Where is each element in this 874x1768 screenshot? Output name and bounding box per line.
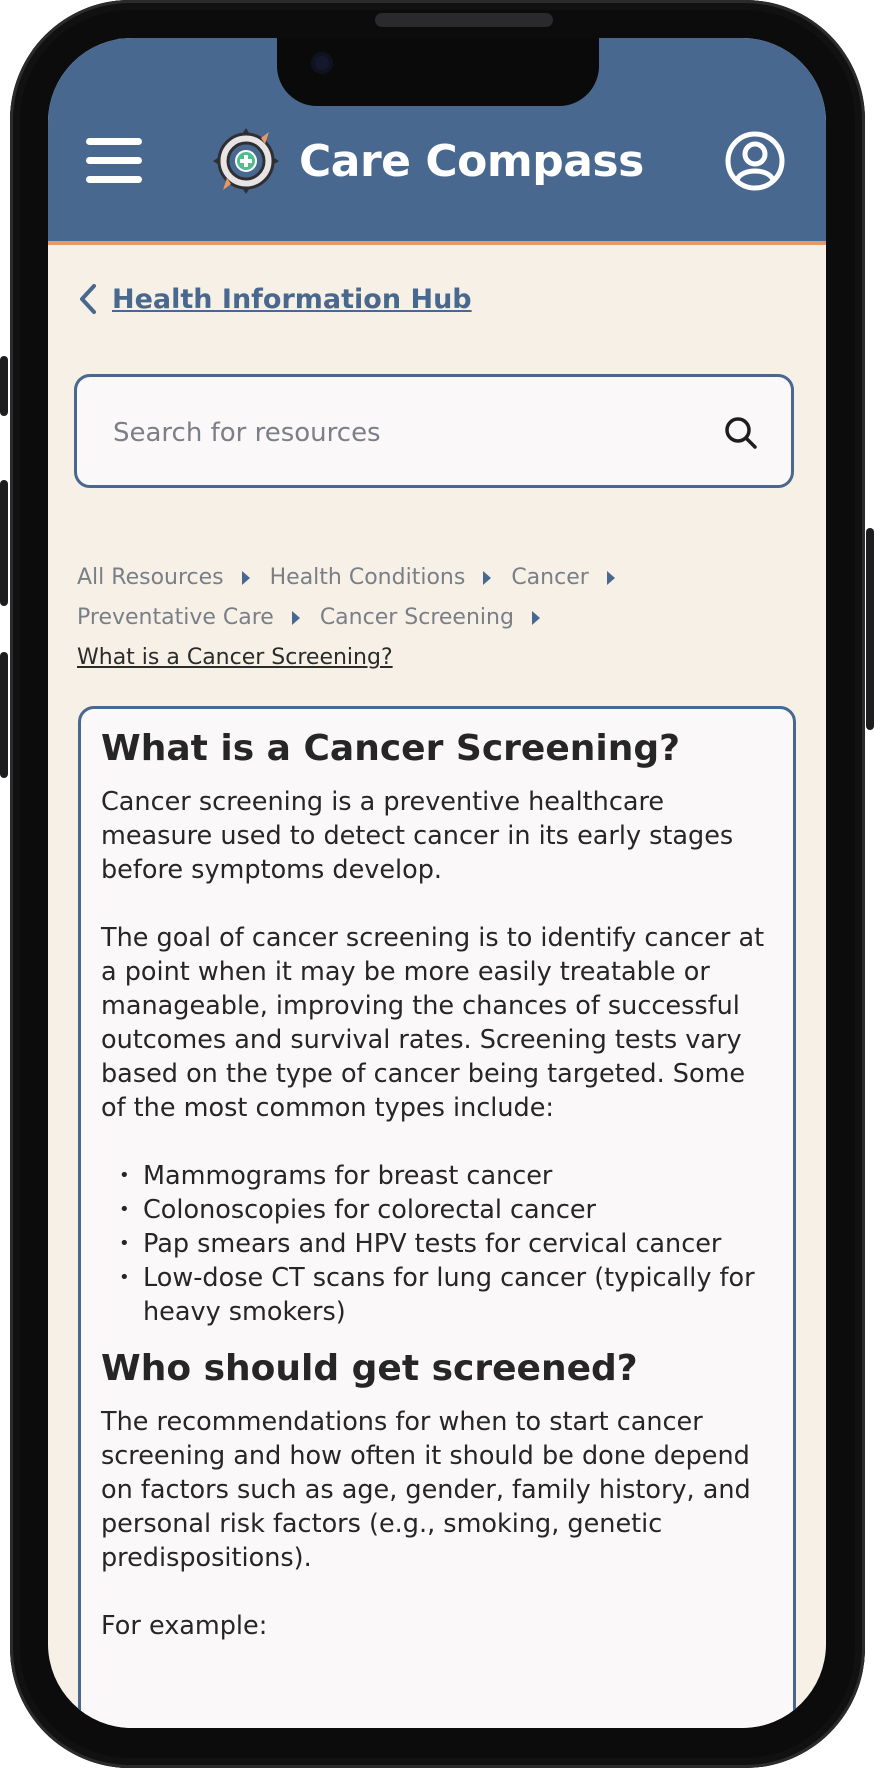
breadcrumb-separator-icon [483,571,491,585]
breadcrumb-separator-icon [607,571,615,585]
phone-side-button [0,356,8,416]
phone-notch [277,38,599,106]
list-item: • Mammograms for breast cancer [123,1159,773,1193]
article-intro: Cancer screening is a preventive healthcare measure used to detect cancer in its early stages before symptoms develop. [101,787,734,885]
search-icon[interactable] [723,415,759,451]
menu-icon-bar [86,157,142,164]
compass-logo-icon [211,126,281,196]
menu-icon-bar [86,176,142,183]
phone-speaker [375,13,553,27]
breadcrumb-item[interactable]: Cancer Screening [319,605,514,630]
phone-side-button [0,652,8,778]
app-name: Care Compass [299,135,644,187]
breadcrumb-item[interactable]: All Resources [77,565,224,590]
phone-side-button [0,480,8,606]
section-heading: Who should get screened? [101,1348,638,1389]
menu-icon-bar [86,138,142,145]
back-link-label: Health Information Hub [112,283,472,315]
breadcrumb-item[interactable]: Preventative Care [77,605,274,630]
breadcrumb [77,558,797,678]
section-body: The recommendations for when to start cancer screening and how often it should be done depend on factors such as age, gender, family history, and personal risk factors (e.g., smoking, genetic predispositions). [101,1407,751,1573]
brand[interactable] [211,126,644,196]
screening-types-list [101,1159,773,1329]
camera-icon [311,52,333,74]
chevron-left-icon [76,282,98,316]
breadcrumb-item[interactable]: Health Conditions [269,565,466,590]
breadcrumb-separator-icon [292,611,300,625]
search-input[interactable] [111,407,695,459]
list-item: • Low-dose CT scans for lung cancer (typically for heavy smokers) [123,1261,773,1329]
article-goal: The goal of cancer screening is to identify cancer at a point when it may be more easily treatable or manageable, improving the chances of successful outcomes and survival rates. Screening tests vary based on the type of cancer being targeted. Some of the most common types include: [101,923,765,1123]
menu-button[interactable] [86,138,142,184]
list-item: • Pap smears and HPV tests for cervical cancer [123,1227,773,1261]
article-title: What is a Cancer Screening? [101,728,680,769]
article-card [78,706,796,1728]
section-example: For example: [101,1611,268,1641]
breadcrumb-separator-icon [242,571,250,585]
breadcrumb-current[interactable]: What is a Cancer Screening? [77,645,393,670]
breadcrumb-separator-icon [532,611,540,625]
search-box [74,374,794,488]
profile-icon[interactable] [724,130,786,192]
back-link[interactable] [76,282,472,316]
list-item: • Colonoscopies for colorectal cancer [123,1193,773,1227]
breadcrumb-item[interactable]: Cancer [511,565,589,590]
app-screen [48,38,826,1728]
phone-side-button [866,528,874,730]
